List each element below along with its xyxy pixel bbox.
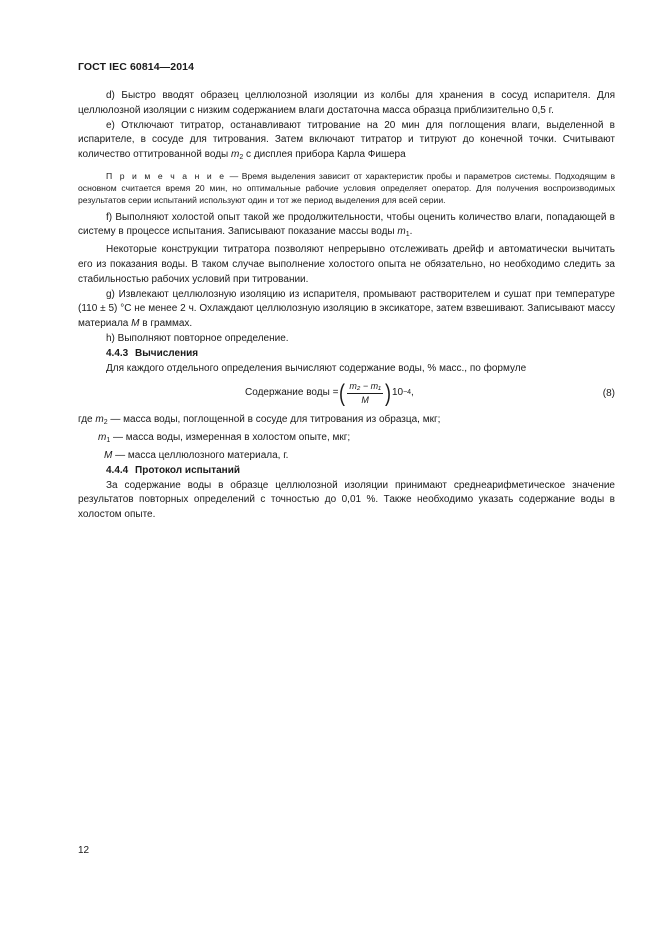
definition-prefix: где bbox=[78, 414, 96, 426]
paragraph-titrator: Некоторые конструкции титратора позволяют непрерывно отслеживать дрейф и автоматически вычитать его из показания воды. В таком случае выполнение холостого опыта не обязательно, но необходимо следить за стабильностью рабочих условий при титровании. bbox=[78, 244, 615, 285]
formula-factor: 10 bbox=[391, 387, 404, 399]
section-4-4-4-number: 4.4.4 bbox=[106, 464, 129, 476]
paragraph-e-text-end: с дисплея прибора Карла Фишера bbox=[243, 149, 406, 161]
section-4-4-4-heading bbox=[78, 464, 615, 479]
formula-numerator: m₂ − m₁ bbox=[347, 381, 383, 394]
formula-exponent: −4 bbox=[403, 389, 412, 397]
formula-body bbox=[245, 381, 414, 406]
paragraph-h: h) Выполняют повторное определение. bbox=[106, 332, 289, 344]
variable-M: M bbox=[131, 318, 140, 330]
paragraph-f-text: f) Выполняют холостой опыт такой же продолжительности, чтобы оценить количество влаги, попадающей в систему в процессе испытания. Записывают показание массы воды bbox=[78, 211, 615, 238]
paragraph-f-text-end: . bbox=[409, 226, 413, 238]
formula-fraction bbox=[347, 381, 383, 406]
page-content bbox=[78, 89, 615, 523]
paragraph-g-text: g) Извлекают целлюлозную изоляцию из испарителя, промывают растворителем и сушат при температуре (110 ± 5) °C не менее 2 ч. Охлаждают целлюлозную изоляцию в эксикаторе, затем взвешивают. Записывают массу материала bbox=[78, 288, 615, 330]
formula-tail: , bbox=[411, 387, 414, 399]
paragraph-e bbox=[78, 119, 615, 166]
formula-number: (8) bbox=[602, 388, 615, 400]
page-number: 12 bbox=[78, 845, 90, 856]
variable-definitions bbox=[78, 413, 615, 463]
formula-right-paren: ) bbox=[384, 379, 391, 407]
definition-text: — масса воды, поглощенной в сосуде для титрования из образца, мкг; bbox=[107, 414, 441, 426]
variable-m2: m bbox=[231, 149, 240, 161]
definition-sub: 2 bbox=[103, 419, 108, 427]
definition-var: m bbox=[98, 432, 107, 444]
note-label: П р и м е ч а н и е bbox=[106, 170, 227, 181]
definition-var: M bbox=[104, 449, 113, 461]
definition-text: — масса воды, измеренная в холостом опыте, мкг; bbox=[110, 432, 351, 444]
section-4-4-3-heading bbox=[78, 347, 615, 362]
definition-M bbox=[78, 449, 615, 464]
paragraph-g bbox=[78, 288, 615, 332]
definition-sub: 1 bbox=[106, 437, 111, 445]
paragraph-e-text: e) Отключают титратор, останавливают титрование на 20 мин для поглощения влаги, выделенной в испарителе, в сосуде для титрования. Затем включают титратор и титруют до конечной точки. Считывают количество оттитрованной воды bbox=[78, 119, 615, 161]
formula-denominator: M bbox=[361, 395, 369, 406]
definition-m2 bbox=[78, 413, 615, 431]
paragraph-f bbox=[78, 211, 615, 244]
formula-8 bbox=[78, 379, 615, 411]
paragraph-d: d) Быстро вводят образец целлюлозной изоляции из колбы для хранения в сосуд испарителя. Для целлюлозной изоляции с низким содержанием влаги достаточна масса образца приблизительно 0,5 г. bbox=[78, 90, 615, 116]
formula-left-paren: ( bbox=[339, 379, 346, 407]
section-4-4-3-title: Вычисления bbox=[135, 347, 199, 359]
document-header: ГОСТ IEC 60814—2014 bbox=[78, 61, 195, 73]
note bbox=[78, 170, 615, 207]
variable-m1: m bbox=[397, 226, 406, 238]
variable-m2-sub: 2 bbox=[239, 154, 244, 162]
note-text: — Время выделения зависит от характеристик пробы и параметров системы. Подходящим в основном считается время 20 мин, но оптимальные рабочие условия определяет оператор. Для получения воспроизводимых результатов серии испытаний используют один и тот же период выделения для всей серии. bbox=[78, 170, 616, 206]
formula-lhs: Содержание воды = bbox=[245, 387, 339, 399]
definition-text: — масса целлюлозного материала, г. bbox=[112, 449, 289, 461]
section-4-4-3-number: 4.4.3 bbox=[106, 347, 129, 359]
paragraph-g-text-end: в граммах. bbox=[139, 318, 193, 330]
paragraph-calculation: Для каждого отдельного определения вычисляют содержание воды, % масс., по формуле bbox=[106, 362, 527, 374]
section-4-4-4-title: Протокол испытаний bbox=[135, 464, 241, 476]
definition-var: m bbox=[95, 414, 104, 426]
definition-m1 bbox=[78, 431, 615, 449]
variable-m1-sub: 1 bbox=[405, 231, 410, 239]
paragraph-protocol: За содержание воды в образце целлюлозной изоляции принимают среднеарифметическое значение результатов повторных определений с точностью до 0,01 %. Также необходимо указать содержание воды в холостом опыте. bbox=[78, 479, 615, 521]
